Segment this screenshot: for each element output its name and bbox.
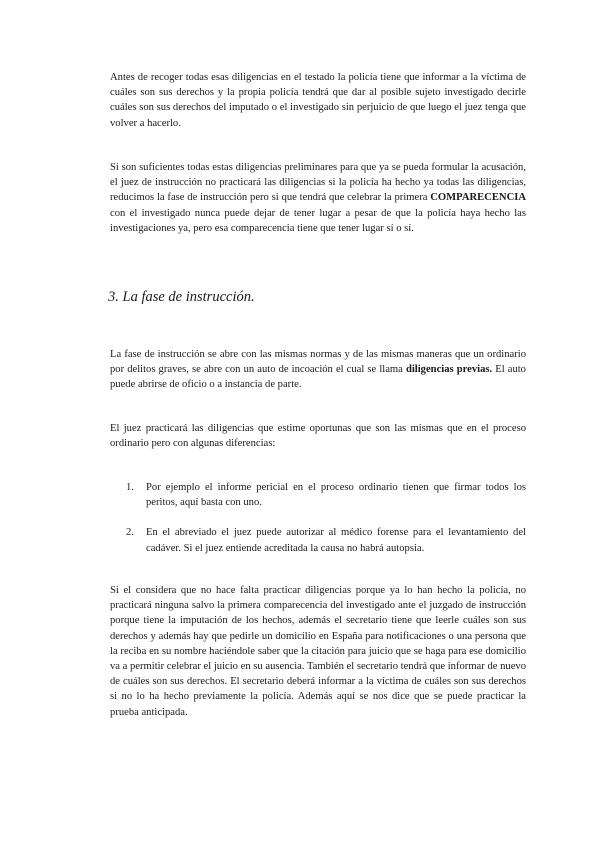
list-item-text: En el abreviado el juez puede autorizar al médico forense para el levantamiento del cadáver. Si el juez entiende acreditada la causa no habrá autopsia. — [146, 527, 526, 554]
differences-list — [110, 480, 526, 556]
bold-term-diligencias-previas: diligencias previas. — [405, 364, 493, 376]
list-number: 2. — [126, 527, 134, 539]
paragraph-text: Si son suficientes todas estas diligencias preliminares para que ya se pueda formular la acusación, el juez de instrucción no practicará las diligencias si la policía ha hecho ya todas las diligencias, reducimos la fase de instrucción pero si que tendrá que celebrar la primera — [110, 162, 526, 204]
section-heading: 3. La fase de instrucción. — [108, 289, 255, 305]
paragraph-first-appearance: Si el considera que no hace falta practicar diligencias porque ya lo han hecho la policía, no practicará ninguna salvo la primera comparecencia del investigado ante el juzgado de instrucción porque tiene la imputación de los hechos, además el secretario tiene que leerle cuáles son sus derechos y además hay que pedirle un domicilio en España para notificaciones o una persona que la reciba en su nombre haciéndole saber que la citación para juicio que se haga para ese domicilio va a permitir celebrar el juicio en su ausencia. También el secretario tendrá que informar de nuevo de cuáles son sus derechos. El secretario deberá informar a la víctima de cuáles son sus derechos si no lo ha hecho previamente la policía. Además aquí se nos dice que se puede practicar la prueba anticipada. — [110, 585, 526, 718]
paragraph-text: El auto puede abrirse de oficio o a instancia de parte. — [110, 364, 526, 391]
paragraph-preliminary-diligences — [110, 160, 526, 236]
list-item — [110, 480, 526, 510]
paragraph-judge-diligences: El juez practicará las diligencias que estime oportunas que son las mismas que en el proceso ordinario pero con algunas diferencias: — [110, 423, 526, 450]
list-item — [110, 525, 526, 555]
paragraph-police-rights: Antes de recoger todas esas diligencias en el testado la policía tiene que informar a la víctima de cuáles son sus derechos y la propia policía tendrá que dar al posible sujeto investigado decirle cuáles son sus derechos del imputado o el investigado sin perjuicio de que luego el juez tenga que volver a hacerlo. — [110, 72, 526, 129]
list-number: 1. — [126, 482, 134, 493]
list-item-text: Por ejemplo el informe pericial en el proceso ordinario tienen que firmar todos los peritos, aquí basta con uno. — [146, 482, 526, 509]
paragraph-instruction-phase — [110, 347, 526, 393]
bold-term-comparecencia: COMPARECENCIA — [430, 192, 526, 204]
paragraph-text: La fase de instrucción se abre con las mismas normas y de las mismas maneras que un ordinario por delitos graves, se abre con un auto de incoación el cual se llama — [110, 349, 526, 376]
paragraph-text: con el investigado nunca puede dejar de tener lugar a pesar de que la policía haya hecho las investigaciones ya, pero esa comparecencia tiene que tener lugar sí o sí. — [110, 207, 526, 234]
